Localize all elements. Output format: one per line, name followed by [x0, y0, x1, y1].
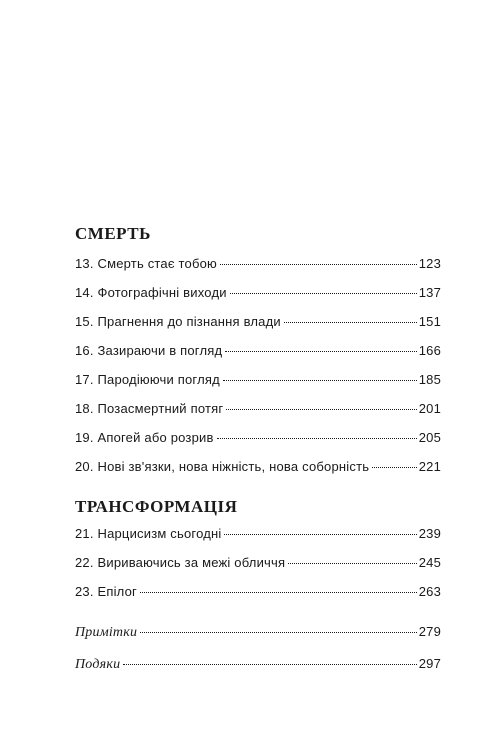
toc-entry-title: Примітки: [75, 625, 138, 640]
toc-entry[interactable]: [75, 336, 441, 365]
toc-entry[interactable]: [75, 548, 441, 577]
toc-entry-page: 123: [418, 256, 441, 271]
dot-leader: [284, 322, 417, 323]
toc-entry[interactable]: [75, 278, 441, 307]
toc-entry-title: 16. Зазираючи в погляд: [75, 343, 223, 358]
toc-entry[interactable]: [75, 423, 441, 452]
toc-entry-page: 201: [418, 401, 441, 416]
toc-section-death: [75, 222, 441, 481]
toc-entry-title: 15. Прагнення до пізнання влади: [75, 314, 281, 329]
section-heading: СМЕРТЬ: [75, 224, 151, 243]
dot-leader: [220, 264, 417, 265]
table-of-contents: [75, 222, 441, 680]
dot-leader: [223, 380, 417, 381]
toc-entry-page: 137: [418, 285, 441, 300]
dot-leader: [140, 592, 417, 593]
toc-entry[interactable]: [75, 577, 441, 606]
toc-entry-acknowledgments[interactable]: [75, 648, 441, 680]
toc-entry-title: Подяки: [75, 657, 121, 672]
toc-entry-page: 151: [418, 314, 441, 329]
toc-entry-title: 19. Апогей або розрив: [75, 430, 214, 445]
toc-entry[interactable]: [75, 519, 441, 548]
toc-entry-title: 14. Фотографічні виходи: [75, 285, 227, 300]
toc-section-transformation: [75, 495, 441, 606]
toc-backmatter: [75, 616, 441, 680]
toc-entry-page: 185: [418, 372, 441, 387]
dot-leader: [230, 293, 417, 294]
toc-entry[interactable]: [75, 394, 441, 423]
toc-entry[interactable]: [75, 365, 441, 394]
dot-leader: [140, 632, 417, 633]
dot-leader: [372, 467, 416, 468]
toc-entry-page: 279: [418, 624, 441, 639]
toc-entry[interactable]: [75, 307, 441, 336]
toc-entry[interactable]: [75, 452, 441, 481]
toc-entry-title: 17. Пародіюючи погляд: [75, 372, 220, 387]
toc-entry[interactable]: [75, 249, 441, 278]
toc-entry-page: 245: [418, 555, 441, 570]
dot-leader: [226, 409, 416, 410]
toc-entry-notes[interactable]: [75, 616, 441, 648]
toc-entry-title: 13. Смерть стає тобою: [75, 256, 217, 271]
toc-entry-page: 297: [418, 656, 441, 671]
dot-leader: [225, 351, 416, 352]
toc-entry-page: 263: [418, 584, 441, 599]
toc-entry-page: 205: [418, 430, 441, 445]
toc-entry-title: 22. Вириваючись за межі обличчя: [75, 555, 286, 570]
dot-leader: [123, 664, 416, 665]
section-heading: ТРАНСФОРМАЦІЯ: [75, 497, 238, 516]
toc-entry-page: 221: [418, 459, 441, 474]
toc-entry-title: 20. Нові зв'язки, нова ніжність, нова соборність: [75, 459, 370, 474]
toc-entry-title: 21. Нарцисизм сьогодні: [75, 526, 222, 541]
toc-entry-page: 166: [418, 343, 441, 358]
toc-entry-page: 239: [418, 526, 441, 541]
toc-entry-title: 23. Епілог: [75, 584, 137, 599]
dot-leader: [217, 438, 417, 439]
dot-leader: [224, 534, 416, 535]
dot-leader: [288, 563, 416, 564]
toc-entry-title: 18. Позасмертний потяг: [75, 401, 224, 416]
